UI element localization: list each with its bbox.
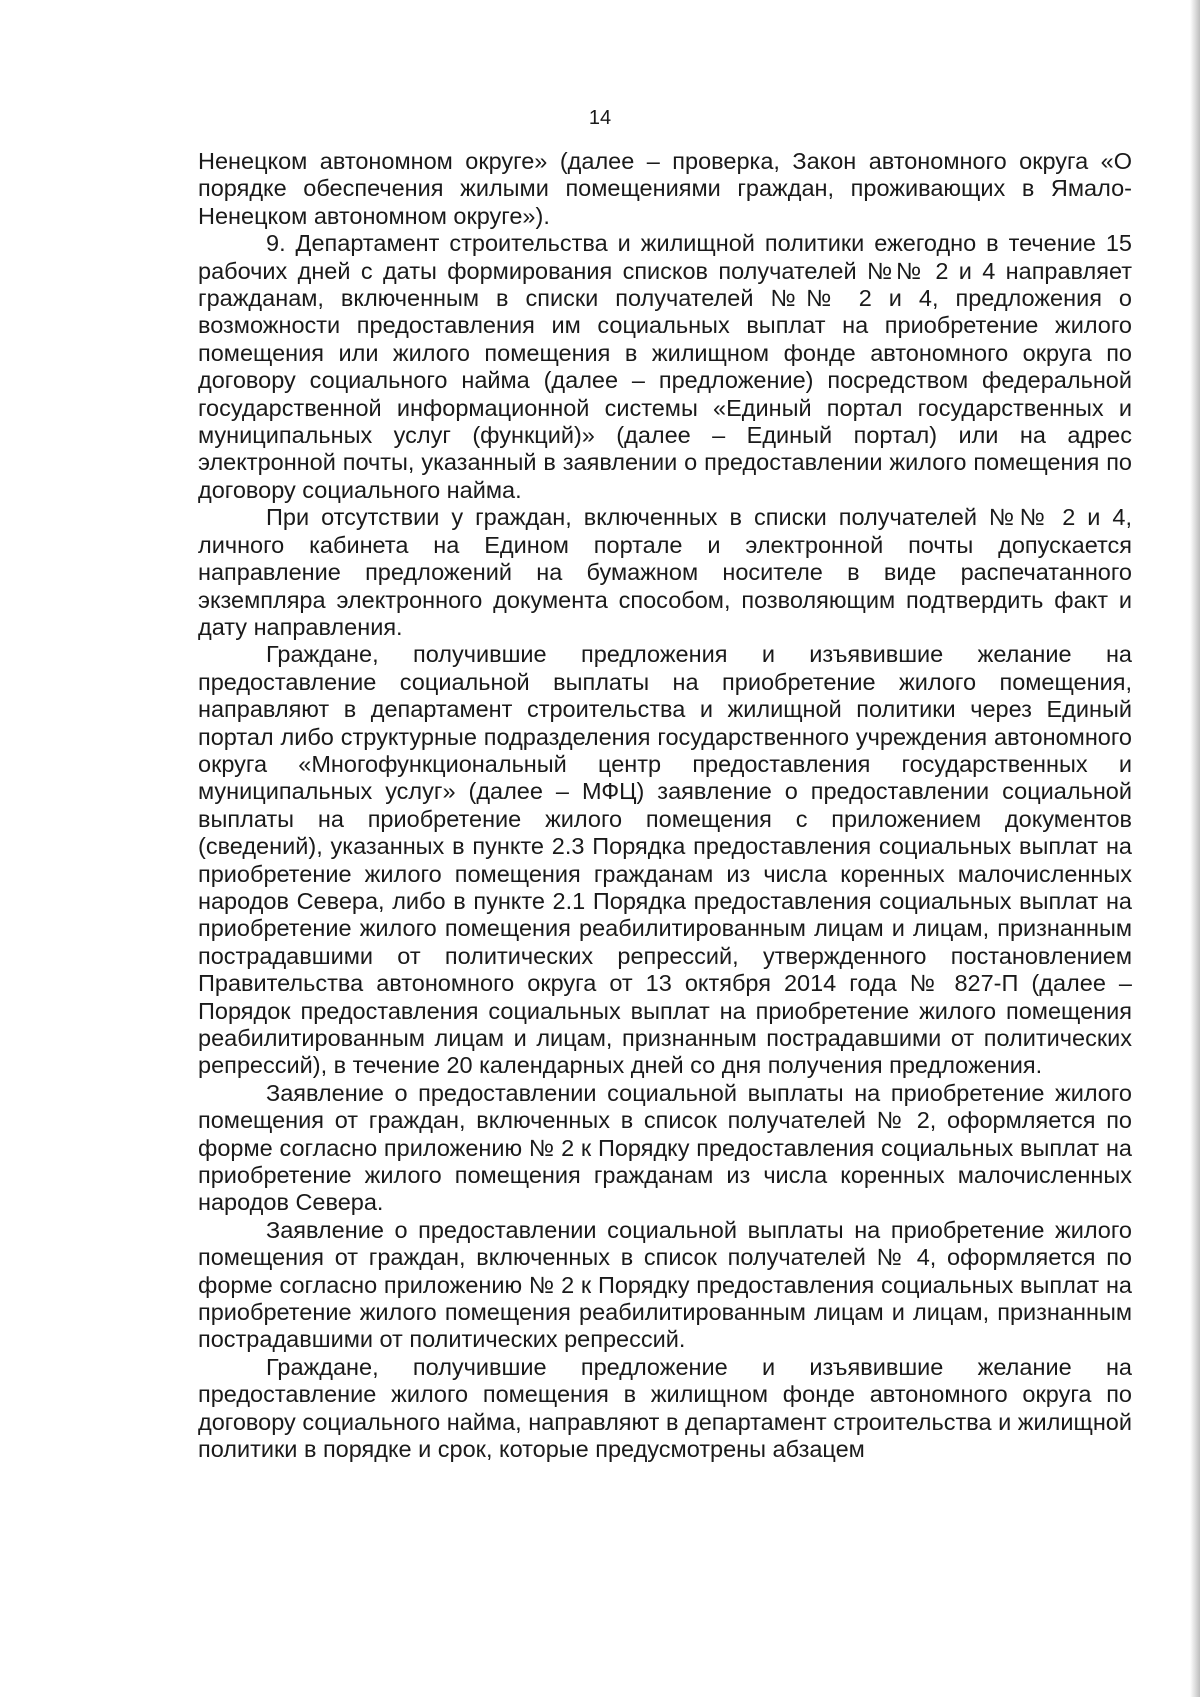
paragraph-application-list-2: Заявление о предоставлении социальной выплаты на приобретение жилого помещения от граждан, включенных в список получателей № 2, оформляется по форме согласно приложению № 2 к Порядку предоставления социальных выплат на приобретение жилого помещения гражданам из числа коренных малочисленных народов Севера. xyxy=(198,1079,1132,1216)
paragraph-paper-delivery: При отсутствии у граждан, включенных в списки получателей №№ 2 и 4, личного кабинета на Едином портале и электронной почты допускается направление предложений на бумажном носителе в виде распечатанного экземпляра электронного документа способом, позволяющим подтвердить факт и дату направления. xyxy=(198,504,1132,640)
paragraph-social-payment-application: Граждане, получившие предложения и изъявившие желание на предоставление социальной выплаты на приобретение жилого помещения, направляют в департамент строительства и жилищной политики через Единый портал либо структурные подразделения государственного учреждения автономного округа «Многофункциональный центр предоставления государственных и муниципальных услуг» (далее – МФЦ) заявление о предоставлении социальной выплаты на приобретение жилого помещения с приложением документов (сведений), указанных в пункте 2.3 Порядка предоставления социальных выплат на приобретение жилого помещения гражданам из числа коренных малочисленных народов Севера, либо в пункте 2.1 Порядка предоставления социальных выплат на приобретение жилого помещения реабилитированным лицам и лицам, признанным пострадавшими от политических репрессий, утвержденного постановлением Правительства автономного округа от 13 октября 2014 года № 827-П (далее – Порядок предоставления социальных выплат на приобретение жилого помещения реабилитированным лицам и лицам, признанным пострадавшими от политических репрессий), в течение 20 календарных дней со дня получения предложения. xyxy=(198,641,1132,1079)
paragraph-social-housing: Граждане, получившие предложение и изъявившие желание на предоставление жилого помещения в жилищном фонде автономного округа по договору социального найма, направляют в департамент строительства и жилищной политики в порядке и срок, которые предусмотрены абзацем xyxy=(198,1353,1132,1463)
page-number: 14 xyxy=(588,107,612,129)
paragraph-application-list-4: Заявление о предоставлении социальной выплаты на приобретение жилого помещения от граждан, включенных в список получателей № 4, оформляется по форме согласно приложению № 2 к Порядку предоставления социальных выплат на приобретение жилого помещения реабилитированным лицам и лицам, признанным пострадавшими от политических репрессий. xyxy=(198,1216,1132,1353)
paragraph-item-9: 9. Департамент строительства и жилищной политики ежегодно в течение 15 рабочих дней с даты формирования списков получателей №№ 2 и 4 направляет гражданам, включенным в списки получателей №№ 2 и 4, предложения о возможности предоставления им социальных выплат на приобретение жилого помещения или жилого помещения в жилищном фонде автономного округа по договору социального найма (далее – предложение) посредством федеральной государственной информационной системы «Единый портал государственных и муниципальных услуг (функций)» (далее – Единый портал) или на адрес электронной почты, указанный в заявлении о предоставлении жилого помещения по договору социального найма. xyxy=(198,230,1132,503)
page-edge-shadow xyxy=(1190,0,1200,1697)
document-body xyxy=(198,148,1132,1464)
paragraph-continuation: Ненецком автономном округе» (далее – проверка, Закон автономного округа «О порядке обеспечения жилыми помещениями граждан, проживающих в Ямало-Ненецком автономном округе»). xyxy=(198,148,1132,229)
